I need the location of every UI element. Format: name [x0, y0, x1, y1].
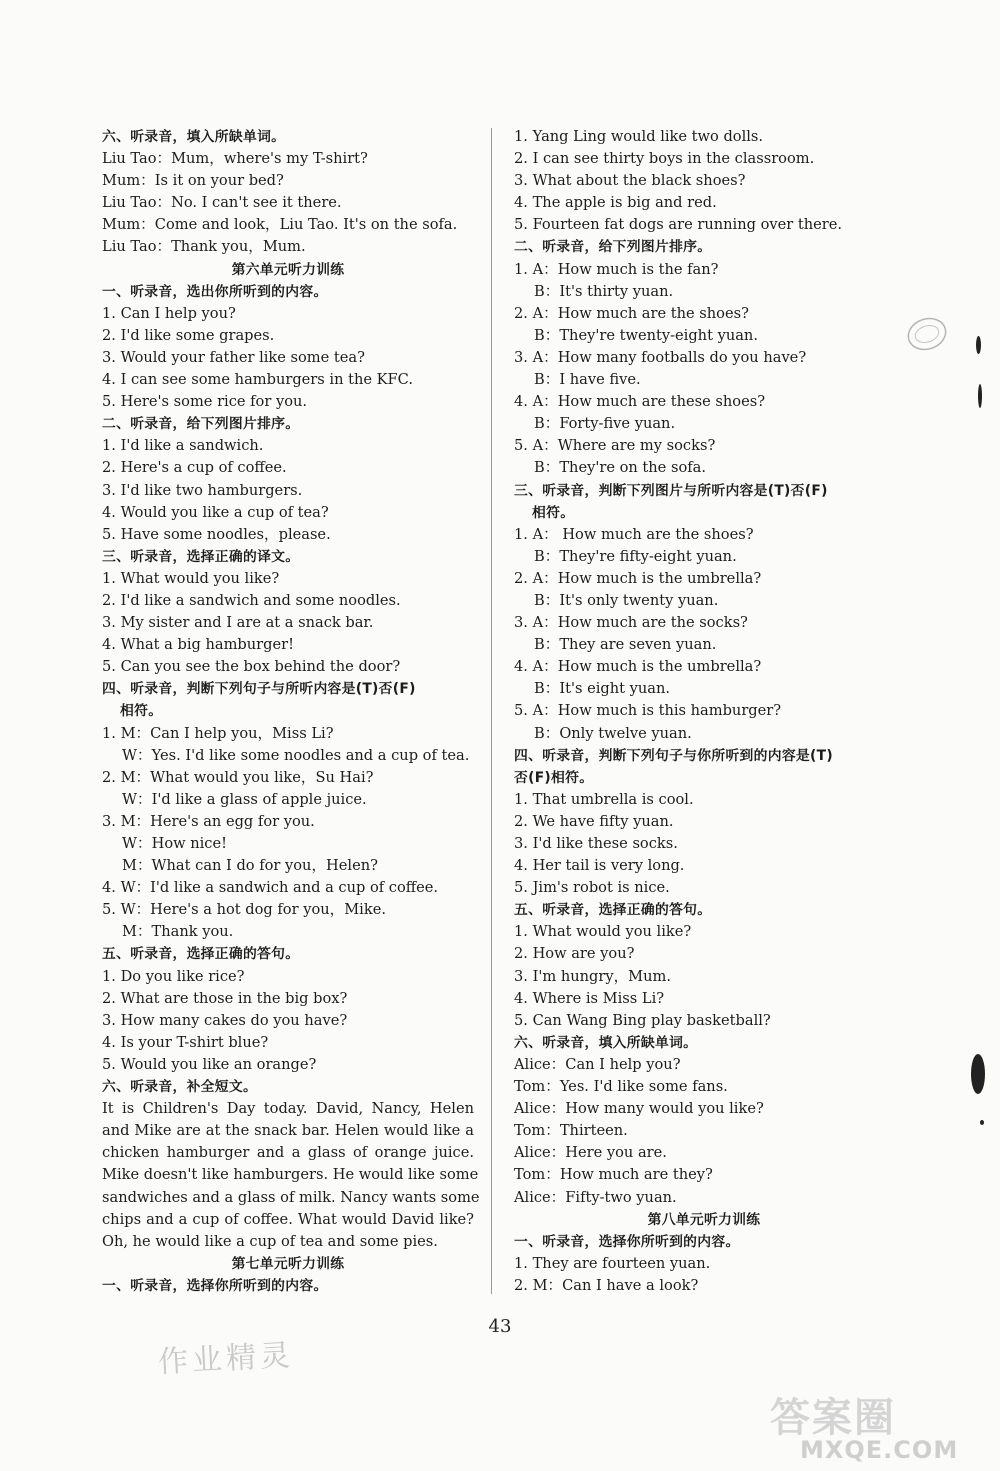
text-line: 4. W：I'd like a sandwich and a cup of coffee. — [102, 879, 439, 897]
text-line: chips and a cup of coffee. What would David like? — [102, 1210, 474, 1228]
text-line: It is Children's Day today. David, Nancy, Helen — [102, 1100, 474, 1118]
corner-stamp-icon — [905, 310, 955, 356]
text-line: 3. What about the black shoes? — [514, 172, 746, 190]
page-number: 43 — [488, 1316, 512, 1337]
text-line: 2. M：Can I have a look? — [514, 1276, 699, 1294]
section-heading: 相符。 — [120, 703, 163, 720]
text-line: 4. A：How much is the umbrella? — [514, 658, 762, 676]
text-line: Alice：Can I help you? — [514, 1055, 681, 1073]
text-line: 4. Her tail is very long. — [514, 857, 685, 875]
text-line: B：It's eight yuan. — [534, 680, 671, 698]
text-line: 5. Fourteen fat dogs are running over there. — [514, 216, 843, 234]
text-line: 5. Have some noodles，please. — [102, 525, 331, 543]
text-line: B：It's only twenty yuan. — [534, 591, 719, 609]
text-line: 4. A：How much are these shoes? — [514, 393, 766, 411]
text-line: 4. What a big hamburger! — [102, 636, 294, 654]
text-line: 1. A：How much is the fan? — [514, 260, 719, 278]
text-line: chicken hamburger and a glass of orange juice. — [102, 1144, 474, 1162]
text-line: B：Only twelve yuan. — [534, 724, 692, 742]
text-line: 1. That umbrella is cool. — [514, 790, 694, 808]
text-line: 3. I'm hungry，Mum. — [514, 967, 671, 985]
text-line: 5. W：Here's a hot dog for you，Mike. — [102, 901, 386, 919]
text-line: 4. Would you like a cup of tea? — [102, 503, 329, 521]
text-line: B：I have five. — [534, 371, 641, 389]
text-line: 2. We have fifty yuan. — [514, 812, 674, 830]
text-line: 1. Can I help you? — [102, 304, 236, 322]
section-heading: 六、听录音，补全短文。 — [102, 1079, 258, 1096]
watermark-logo — [770, 1386, 990, 1466]
scan-speck-icon — [980, 1120, 984, 1125]
scan-speck-icon — [971, 1054, 985, 1094]
text-line: 3. Would your father like some tea? — [102, 348, 365, 366]
text-line: and Mike are at the snack bar. Helen would like a — [102, 1122, 474, 1140]
section-heading: 六、听录音，填入所缺单词。 — [514, 1034, 698, 1051]
text-line: 5. A：Where are my socks? — [514, 437, 716, 455]
text-line: 3. My sister and I are at a snack bar. — [102, 614, 374, 632]
text-line: M：What can I do for you，Helen? — [122, 857, 378, 875]
text-line: 3. M：Here's an egg for you. — [102, 812, 315, 830]
text-line: 2. A：How much is the umbrella? — [514, 569, 762, 587]
text-line: 4. The apple is big and red. — [514, 194, 717, 212]
text-line: Alice：Fifty-two yuan. — [514, 1188, 677, 1206]
text-line: Tom：Thirteen. — [514, 1122, 628, 1140]
text-line: 1. I'd like a sandwich. — [102, 437, 264, 455]
section-heading: 一、听录音，选择你所听到的内容。 — [102, 1277, 328, 1294]
text-line: 1. A： How much are the shoes? — [514, 525, 754, 543]
left-column — [102, 126, 480, 1297]
watermark-url: MXQE.COM — [800, 1436, 959, 1464]
text-line: Tom：How much are they? — [514, 1166, 713, 1184]
text-line: B：They're on the sofa. — [534, 459, 706, 477]
text-line: 2. How are you? — [514, 945, 635, 963]
text-line: Mum：Come and look，Liu Tao. It's on the sofa. — [102, 216, 458, 234]
text-line: 1. What would you like? — [102, 569, 280, 587]
section-heading: 一、听录音，选择你所听到的内容。 — [514, 1233, 740, 1250]
text-line: Alice：Here you are. — [514, 1144, 667, 1162]
section-heading: 六、听录音，填入所缺单词。 — [102, 129, 286, 145]
section-heading: 否(F)相符。 — [514, 769, 594, 786]
section-heading: 五、听录音，选择正确的答句。 — [514, 902, 712, 919]
text-line: 5. Here's some rice for you. — [102, 393, 308, 411]
text-line: 1. What would you like? — [514, 923, 692, 941]
text-line: W：Yes. I'd like some noodles and a cup of tea. — [122, 746, 470, 764]
text-line: 1. Yang Ling would like two dolls. — [514, 128, 764, 145]
text-line: B：Forty-five yuan. — [534, 415, 676, 433]
section-heading: 四、听录音，判断下列句子与你所听到的内容是(T) — [514, 747, 833, 764]
section-heading: 二、听录音，给下列图片排序。 — [102, 416, 300, 433]
text-line: 1. M：Can I help you，Miss Li? — [102, 724, 334, 742]
text-line: Mike doesn't like hamburgers. He would like some — [102, 1166, 479, 1184]
text-line: 1. They are fourteen yuan. — [514, 1254, 711, 1272]
text-line: 2. M：What would you like，Su Hai? — [102, 768, 374, 786]
text-line: 2. I'd like some grapes. — [102, 326, 275, 344]
text-line: 4. Is your T-shirt blue? — [102, 1033, 269, 1051]
text-line: 5. A：How much is this hamburger? — [514, 702, 782, 720]
faded-stamp: 作业精灵 — [157, 1338, 295, 1381]
section-heading: 三、听录音，选择正确的译文。 — [102, 548, 300, 565]
text-line: Liu Tao：Mum，where's my T-shirt? — [102, 150, 368, 168]
watermark-brand: 答案圈 — [770, 1395, 896, 1441]
section-heading: 一、听录音，选出你所听到的内容。 — [102, 283, 328, 300]
text-line: Liu Tao：No. I can't see it there. — [102, 194, 342, 212]
text-line: Alice：How many would you like? — [514, 1100, 764, 1118]
text-line: sandwiches and a glass of milk. Nancy wants some — [102, 1188, 480, 1206]
text-line: W：How nice! — [122, 835, 227, 852]
section-heading: 三、听录音，判断下列图片与所听内容是(T)否(F) — [514, 482, 828, 499]
text-line: B：They're twenty-eight yuan. — [534, 326, 758, 344]
text-line: 4. I can see some hamburgers in the KFC. — [102, 371, 413, 389]
text-line: B：It's thirty yuan. — [534, 282, 674, 300]
text-line: 2. I can see thirty boys in the classroom. — [514, 150, 815, 168]
unit-title: 第七单元听力训练 — [231, 1255, 345, 1272]
text-line: 2. What are those in the big box? — [102, 989, 348, 1007]
section-heading: 相符。 — [532, 504, 575, 521]
text-line: Mum：Is it on your bed? — [102, 172, 284, 190]
right-column — [514, 126, 894, 1297]
text-line: 5. Jim's robot is nice. — [514, 879, 670, 897]
text-line: W：I'd like a glass of apple juice. — [122, 790, 367, 808]
text-line: 3. A：How much are the socks? — [514, 614, 748, 632]
scan-speck-icon — [978, 384, 982, 408]
text-line: 1. Do you like rice? — [102, 967, 245, 985]
section-heading: 二、听录音，给下列图片排序。 — [514, 239, 712, 256]
text-line: B：They are seven yuan. — [534, 636, 717, 654]
text-line: 2. A：How much are the shoes? — [514, 304, 749, 322]
text-line: Oh, he would like a cup of tea and some pies. — [102, 1232, 438, 1250]
text-line: 3. I'd like two hamburgers. — [102, 481, 303, 499]
text-line: 5. Can you see the box behind the door? — [102, 658, 401, 676]
text-line: 4. Where is Miss Li? — [514, 989, 665, 1007]
text-line: Liu Tao：Thank you，Mum. — [102, 238, 306, 256]
text-line: 5. Can Wang Bing play basketball? — [514, 1011, 771, 1029]
section-heading: 四、听录音，判断下列句子与所听内容是(T)否(F) — [102, 681, 416, 698]
text-line: 5. Would you like an orange? — [102, 1055, 317, 1073]
text-line: B：They're fifty-eight yuan. — [534, 547, 737, 565]
scan-speck-icon — [976, 336, 981, 354]
text-line: M：Thank you. — [122, 923, 234, 941]
unit-title: 第六单元听力训练 — [231, 261, 345, 278]
text-line: Tom：Yes. I'd like some fans. — [514, 1078, 728, 1096]
text-line: 3. A：How many footballs do you have? — [514, 348, 807, 366]
column-divider — [491, 128, 492, 1294]
text-line: 3. How many cakes do you have? — [102, 1011, 348, 1029]
text-line: 2. I'd like a sandwich and some noodles. — [102, 591, 401, 609]
section-heading: 五、听录音，选择正确的答句。 — [102, 946, 300, 963]
unit-title: 第八单元听力训练 — [647, 1211, 761, 1228]
text-line: 3. I'd like these socks. — [514, 835, 678, 852]
text-line: 2. Here's a cup of coffee. — [102, 459, 287, 477]
